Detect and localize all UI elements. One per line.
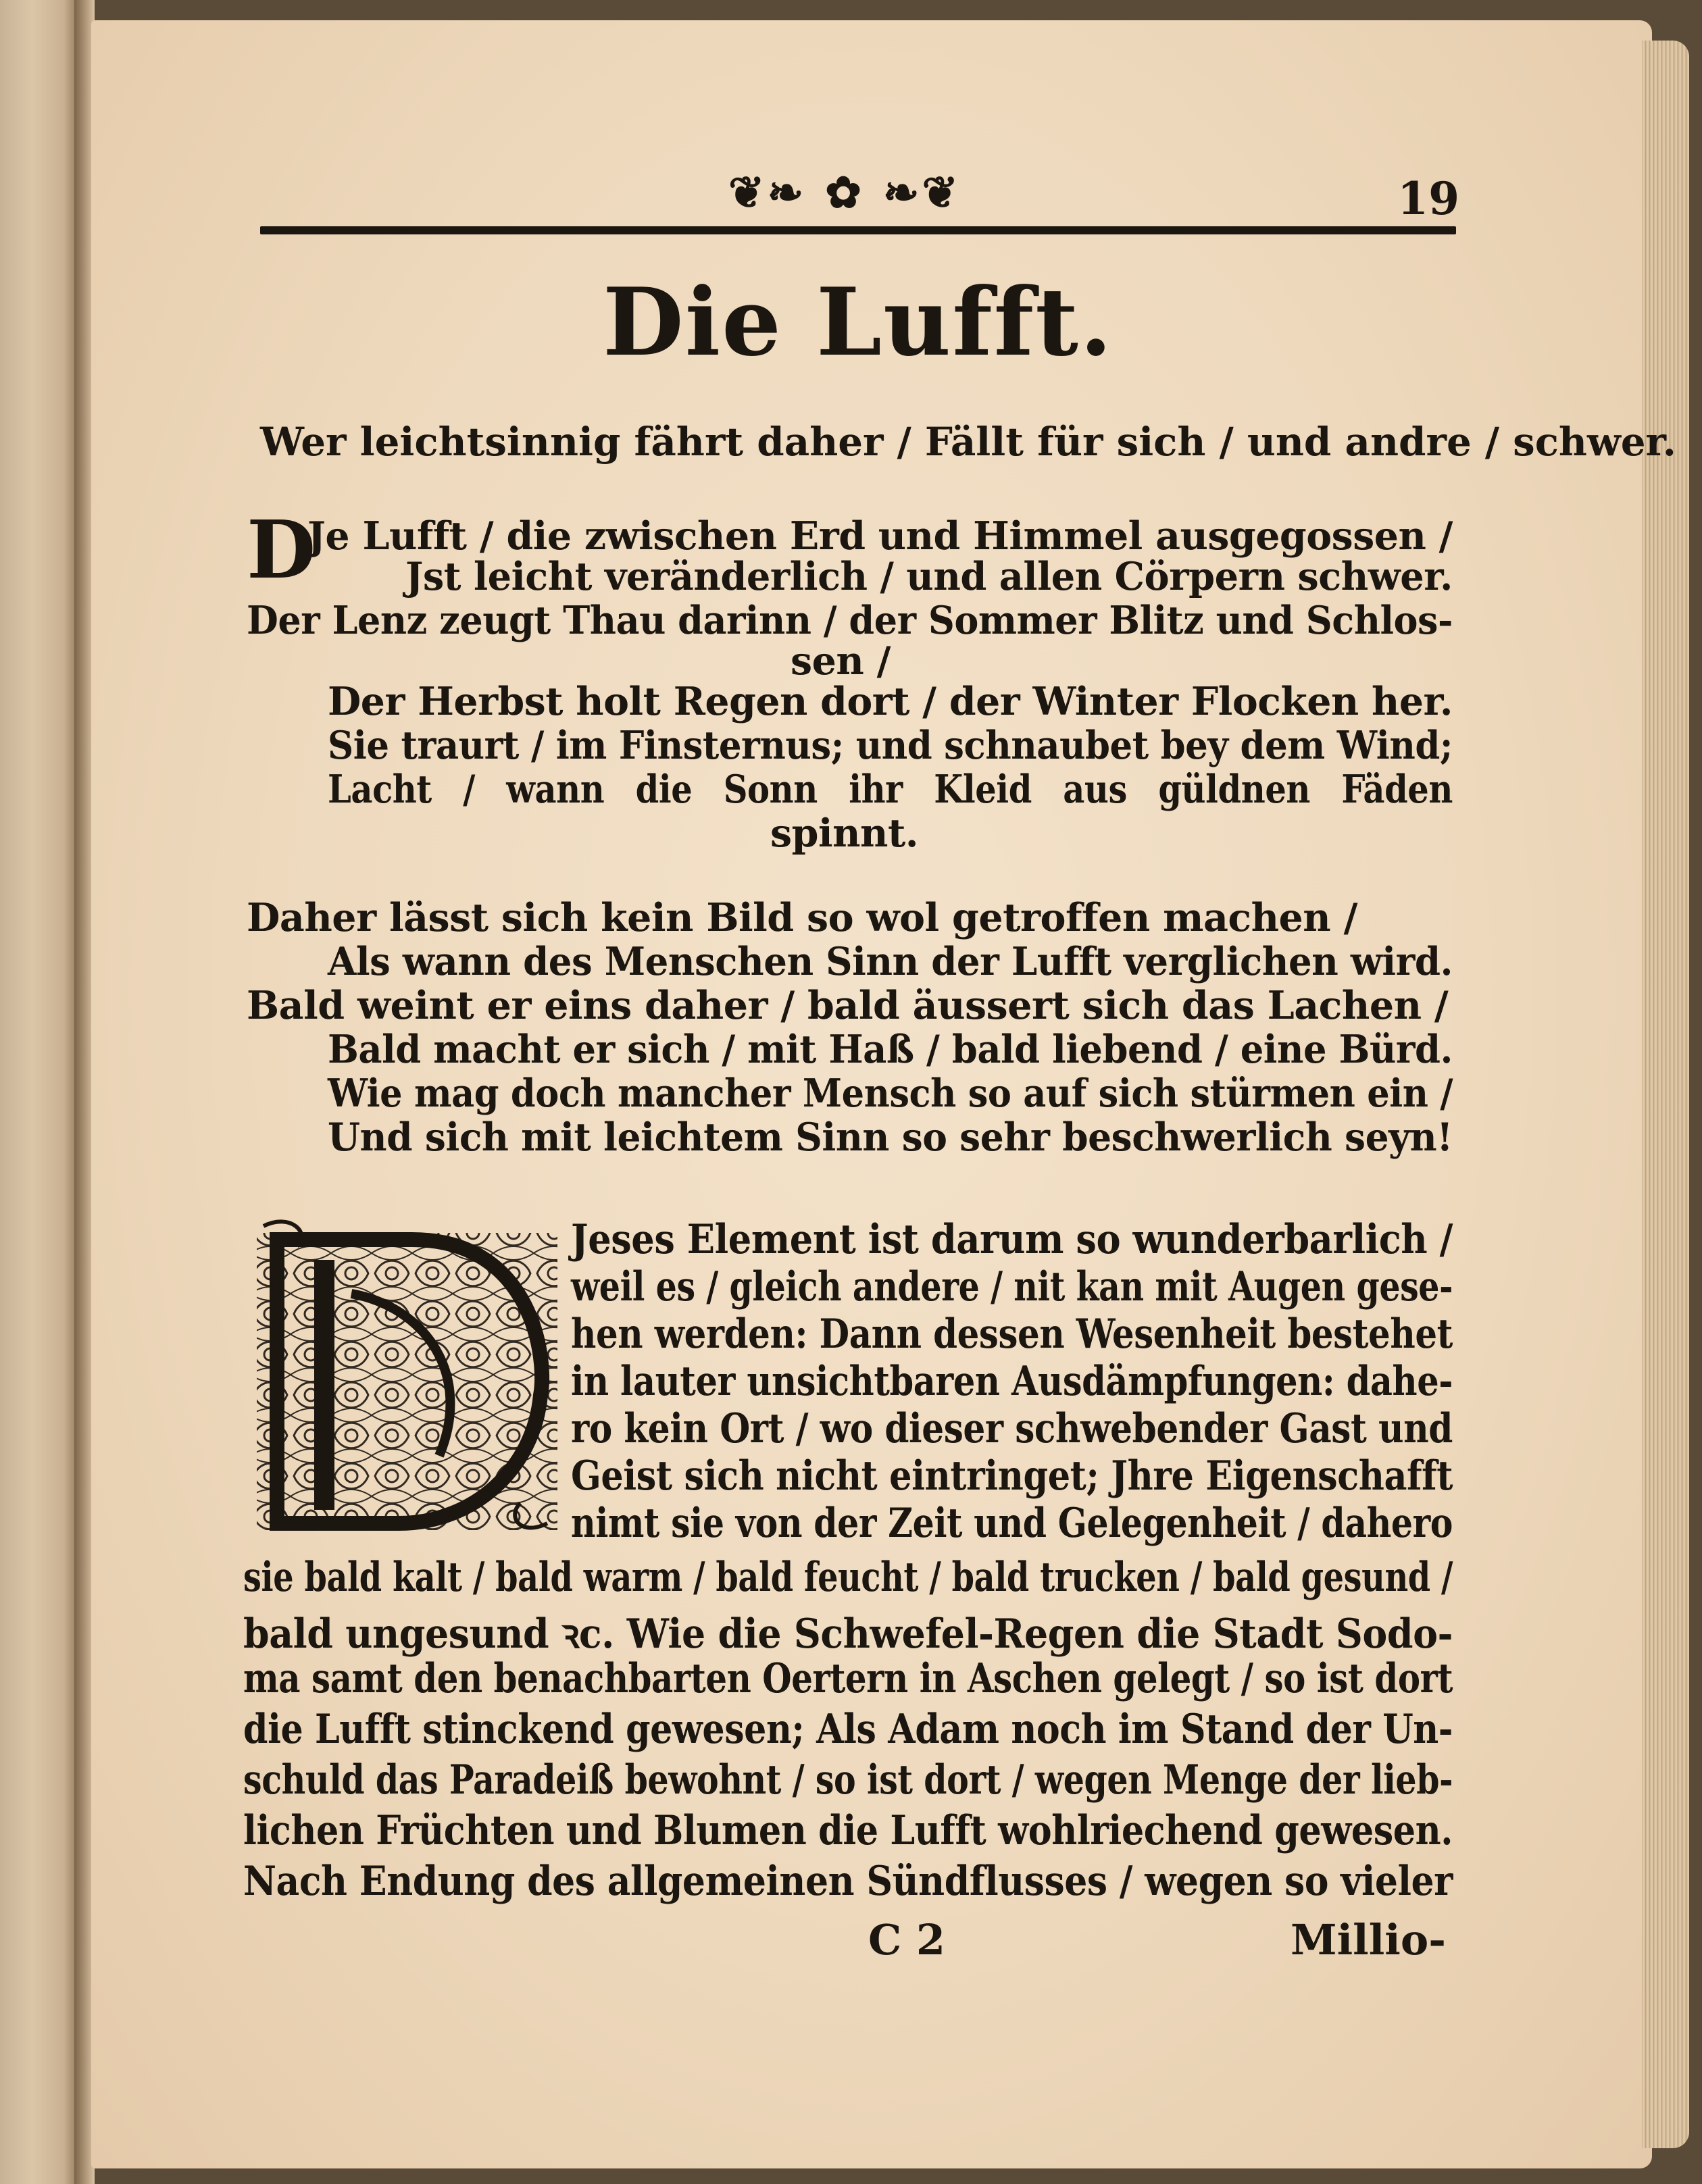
prose-line: die Lufft stinckend gewesen; Als Adam noch im Stand der Un- xyxy=(243,1706,1453,1753)
prose-line: schuld das Paradeiß bewohnt / so ist dort / wegen Menge der lieb- xyxy=(243,1756,1453,1804)
page-title: Die Lufft. xyxy=(603,267,1113,377)
verse-line: spinnt. xyxy=(770,811,919,856)
prose-line: hen werden: Dann dessen Wesenheit bestehet xyxy=(571,1311,1453,1358)
catchword: Millio- xyxy=(1291,1915,1446,1964)
prose-line: sie bald kalt / bald warm / bald feucht / bald trucken / bald gesund / xyxy=(243,1554,1453,1601)
prose-line: nimt sie von der Zeit und Gelegenheit / dahero xyxy=(571,1500,1453,1547)
drop-cap-ornament-icon xyxy=(250,1213,564,1544)
verse-line: Der Lenz zeugt Thau darinn / der Sommer Blitz und Schlos- xyxy=(247,598,1453,643)
decorative-drop-cap xyxy=(250,1213,564,1544)
verse-line: Je Lufft / die zwischen Erd und Himmel ausgegossen / xyxy=(307,513,1453,559)
verse-line: Jst leicht veränderlich / und allen Cörpern schwer. xyxy=(405,554,1453,599)
motto: Wer leichtsinnig fährt daher / Fällt für sich / und andre / schwer. xyxy=(260,419,1676,465)
prose-line: Nach Endung des allgemeinen Sündflusses / wegen so vieler xyxy=(243,1858,1453,1905)
stanza-initial: D xyxy=(247,503,316,596)
prose-line: Jeses Element ist darum so wunderbarlich / xyxy=(571,1216,1453,1263)
prose-line: Geist sich nicht eintringet; Jhre Eigenschafft xyxy=(571,1452,1453,1500)
prose-line: bald ungesund ꝛc. Wie die Schwefel-Regen die Stadt Sodo- xyxy=(243,1610,1453,1658)
verse-line: Als wann des Menschen Sinn der Lufft verglichen wird. xyxy=(328,939,1453,984)
ornament-center-icon: ✿ xyxy=(825,167,864,218)
verse-line: sen / xyxy=(791,638,891,684)
ornament-right-icon: ❧❦ xyxy=(882,167,961,218)
verse-line: Bald weint er eins daher / bald äussert sich das Lachen / xyxy=(247,983,1449,1028)
header-ornament xyxy=(730,166,959,220)
prose-line: weil es / gleich andere / nit kan mit Augen gese- xyxy=(571,1263,1453,1311)
page-number: 19 xyxy=(1397,172,1459,225)
prose-line: ma samt den benachbarten Oertern in Aschen gelegt / so ist dort xyxy=(243,1655,1453,1702)
verse-line: Sie traurt / im Finsternus; und schnaubet bey dem Wind; xyxy=(328,723,1453,768)
header-rule xyxy=(260,226,1456,234)
ornament-left-icon: ❦❧ xyxy=(728,167,807,218)
signature-mark: C 2 xyxy=(868,1915,946,1964)
prose-line: ro kein Ort / wo dieser schwebender Gast und xyxy=(571,1405,1453,1452)
verse-line: Der Herbst holt Regen dort / der Winter Flocken her. xyxy=(328,679,1453,724)
verse-line: Bald macht er sich / mit Haß / bald liebend / eine Bürd. xyxy=(328,1027,1453,1072)
verse-line: Daher lässt sich kein Bild so wol getroffen machen / xyxy=(247,895,1357,940)
verse-line: Lacht / wann die Sonn ihr Kleid aus güldnen Fäden xyxy=(328,767,1453,812)
prose-line: lichen Früchten und Blumen die Lufft wohlriechend gewesen. xyxy=(243,1807,1453,1854)
verse-line: Und sich mit leichtem Sinn so sehr beschwerlich seyn! xyxy=(328,1115,1453,1160)
verse-line: Wie mag doch mancher Mensch so auf sich stürmen ein / xyxy=(328,1071,1453,1116)
prose-line: in lauter unsichtbaren Ausdämpfungen: dahe- xyxy=(571,1358,1453,1405)
